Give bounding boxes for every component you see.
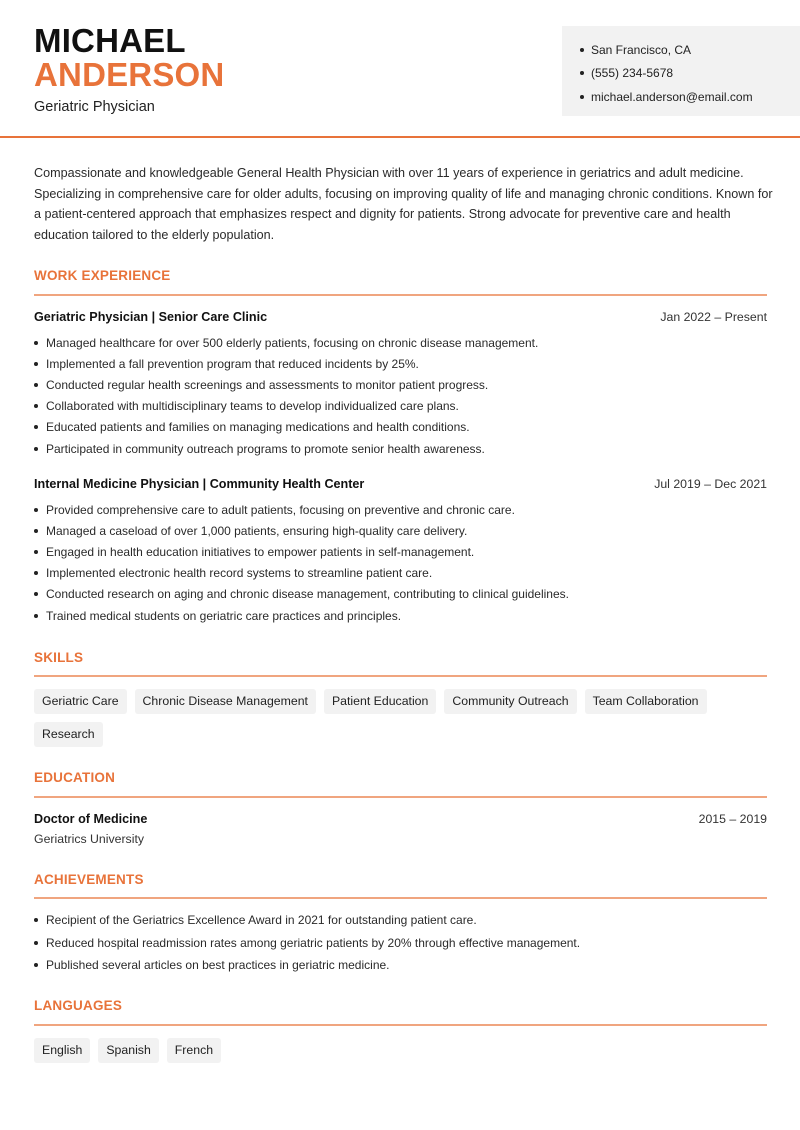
skill-tag: Chronic Disease Management [135, 689, 316, 714]
section-title-achievements: ACHIEVEMENTS [34, 872, 144, 887]
bullet-icon [34, 592, 38, 596]
contact-phone-text: (555) 234-5678 [591, 66, 674, 81]
job-bullets [34, 499, 767, 626]
bullet-icon [34, 404, 38, 408]
language-tag: English [34, 1038, 90, 1063]
bullet-icon [34, 447, 38, 451]
section-title-languages: LANGUAGES [34, 998, 123, 1013]
bullet-text: Implemented electronic health record systems to streamline patient care. [46, 566, 433, 581]
bullet-icon [34, 362, 38, 366]
list-item [34, 438, 767, 459]
bullet-icon [34, 941, 38, 945]
education-header [34, 812, 767, 826]
section-divider [34, 796, 767, 798]
list-item [34, 374, 767, 395]
bullet-icon [34, 571, 38, 575]
bullet-text: Published several articles on best practices in geriatric medicine. [46, 958, 390, 973]
bullet-text: Conducted research on aging and chronic disease management, contributing to clinical guidelines. [46, 587, 569, 602]
bullet-text: Educated patients and families on managing medications and health conditions. [46, 420, 470, 435]
list-item [34, 932, 767, 955]
list-item [34, 909, 767, 932]
list-item [34, 584, 767, 605]
bullet-text: Trained medical students on geriatric care practices and principles. [46, 608, 402, 623]
language-tags [34, 1038, 767, 1063]
job-role: Internal Medicine Physician | Community Health Center [34, 477, 365, 491]
section-title-work: WORK EXPERIENCE [34, 268, 171, 283]
bullet-text: Participated in community outreach programs to promote senior health awareness. [46, 441, 485, 456]
bullet-text: Recipient of the Geriatrics Excellence Award in 2021 for outstanding patient care. [46, 913, 477, 928]
bullet-icon [580, 95, 584, 99]
bullet-icon [34, 963, 38, 967]
degree: Doctor of Medicine [34, 812, 148, 826]
contact-email[interactable] [580, 85, 782, 109]
contact-location-text: San Francisco, CA [591, 42, 692, 57]
bullet-icon [580, 48, 584, 52]
list-item [34, 499, 767, 520]
first-name: MICHAEL [34, 22, 186, 59]
section-divider [34, 897, 767, 899]
bullet-icon [34, 529, 38, 533]
achievements-list [34, 909, 767, 977]
section-title-skills: SKILLS [34, 650, 84, 665]
language-tag: French [167, 1038, 221, 1063]
bullet-icon [34, 341, 38, 345]
skill-tag: Patient Education [324, 689, 436, 714]
job-role: Geriatric Physician | Senior Care Clinic [34, 310, 268, 324]
bullet-text: Provided comprehensive care to adult patients, focusing on preventive and chronic care. [46, 502, 515, 517]
bullet-text: Managed a caseload of over 1,000 patients, ensuring high-quality care delivery. [46, 523, 468, 538]
bullet-icon [34, 508, 38, 512]
skill-tag: Research [34, 722, 103, 747]
list-item [34, 563, 767, 584]
bullet-icon [34, 425, 38, 429]
bullet-icon [580, 71, 584, 75]
school: Geriatrics University [34, 832, 145, 846]
contact-email-text[interactable]: michael.anderson@email.com [591, 89, 753, 104]
bullet-text: Managed healthcare for over 500 elderly patients, focusing on chronic disease management. [46, 335, 539, 350]
bullet-text: Engaged in health education initiatives to empower patients in self-management. [46, 544, 475, 559]
job-title: Geriatric Physician [34, 99, 155, 115]
contact-box [562, 26, 800, 116]
bullet-icon [34, 614, 38, 618]
section-divider [34, 1024, 767, 1026]
bullet-text: Implemented a fall prevention program that reduced incidents by 25%. [46, 356, 419, 371]
education-dates: 2015 – 2019 [698, 812, 767, 826]
skill-tag: Geriatric Care [34, 689, 127, 714]
job-dates: Jan 2022 – Present [660, 310, 767, 324]
job-bullets [34, 332, 767, 459]
bullet-icon [34, 918, 38, 922]
contact-phone [580, 62, 782, 86]
list-item [34, 520, 767, 541]
last-name: ANDERSON [34, 56, 225, 93]
resume-header [0, 0, 800, 138]
contact-location [580, 38, 782, 62]
list-item [34, 417, 767, 438]
skill-tag: Team Collaboration [585, 689, 707, 714]
list-item [34, 605, 767, 626]
list-item [34, 353, 767, 374]
bullet-icon [34, 383, 38, 387]
job-header [34, 477, 767, 491]
list-item [34, 954, 767, 977]
list-item [34, 332, 767, 353]
summary: Compassionate and knowledgeable General Health Physician with over 11 years of experience in geriatrics and adult medicine. Specializing in comprehensive care for older adults, focusing on improving quality of life and managing chronic conditions. Known for a patient-centered approach that emphasizes respect and dignity for patients. Strong advocate for preventive care and health education tailored to the elderly population. [34, 166, 773, 243]
bullet-text: Reduced hospital readmission rates among geriatric patients by 20% through effective management. [46, 935, 581, 950]
bullet-text: Conducted regular health screenings and assessments to monitor patient progress. [46, 377, 489, 392]
job-header [34, 310, 767, 324]
bullet-icon [34, 550, 38, 554]
skills-tags [34, 689, 767, 747]
skill-tag: Community Outreach [444, 689, 576, 714]
job-dates: Jul 2019 – Dec 2021 [654, 477, 767, 491]
list-item [34, 396, 767, 417]
section-title-education: EDUCATION [34, 770, 116, 785]
list-item [34, 541, 767, 562]
section-divider [34, 294, 767, 296]
language-tag: Spanish [98, 1038, 158, 1063]
bullet-text: Collaborated with multidisciplinary teams to develop individualized care plans. [46, 399, 459, 414]
section-divider [34, 675, 767, 677]
